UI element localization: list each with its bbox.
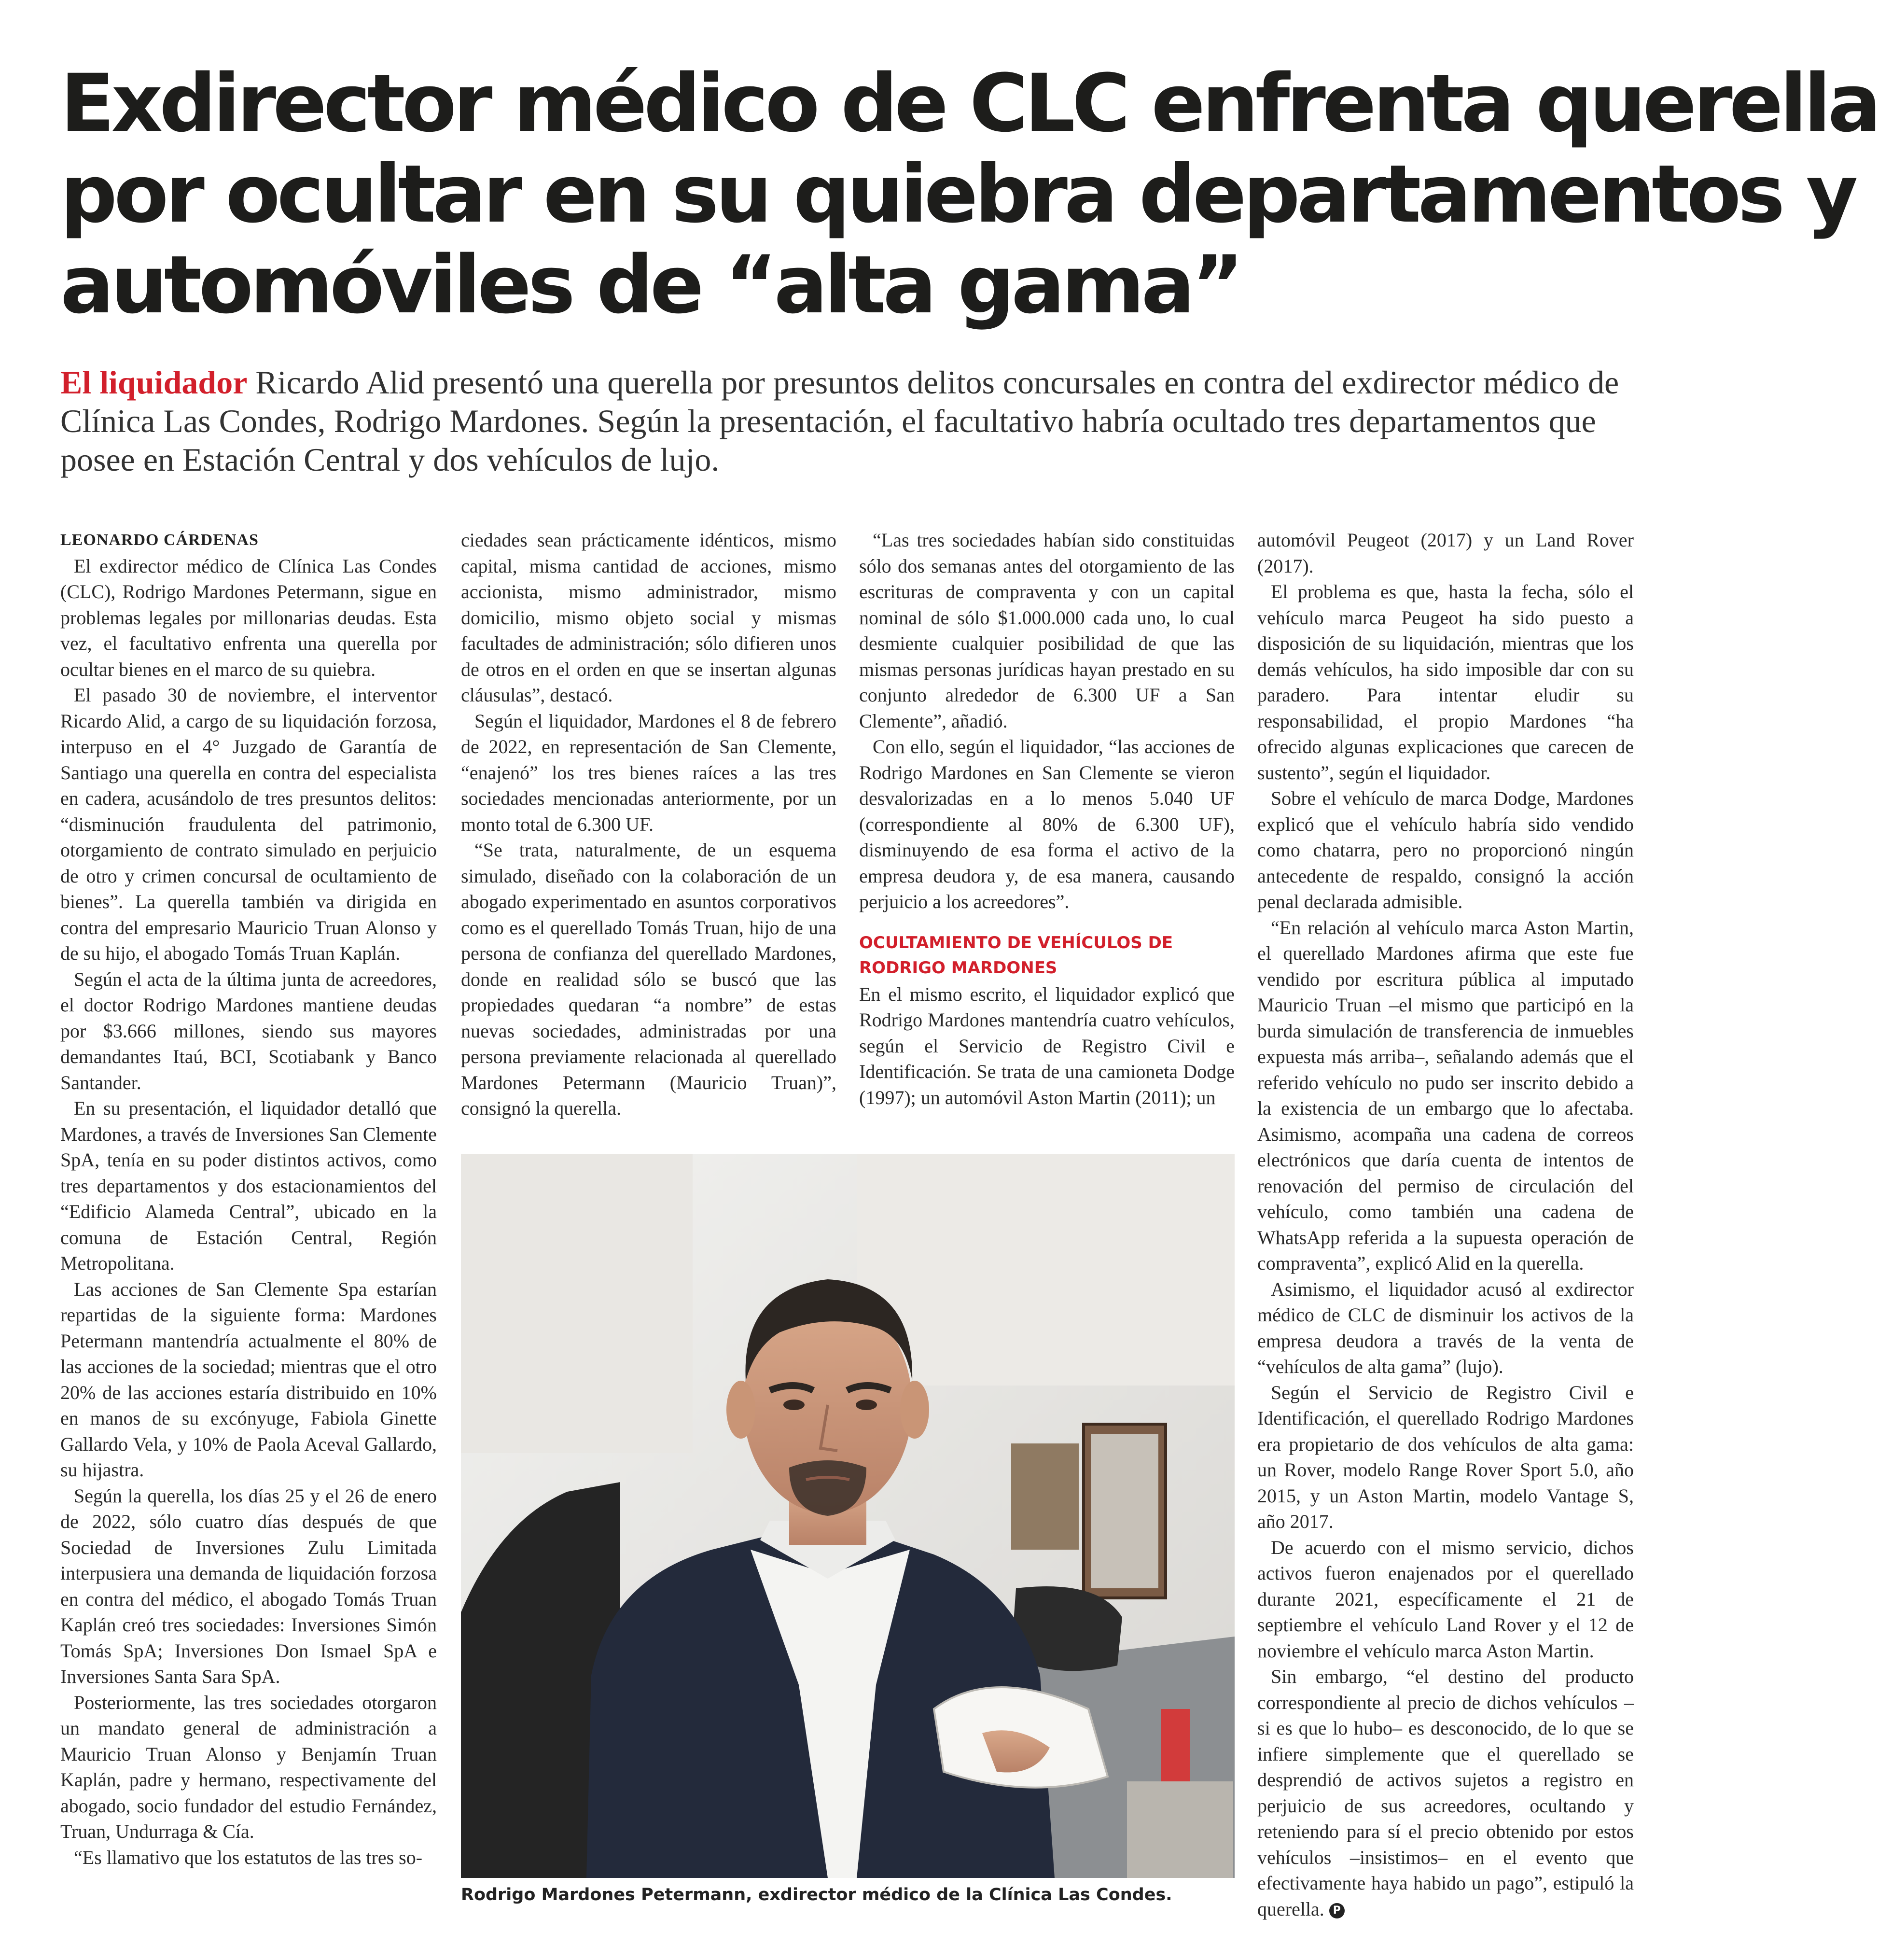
paragraph: Según la querella, los días 25 y el 26 de enero de 2022, sólo cuatro días después de que Sociedad de Inversiones Zulu Limitada interpusiera una demanda de liquidación forzosa en contra del médico, el abogado Tomás Truan Kaplán creó tres sociedades: Inversiones Simón Tomás SpA; Inversiones Don Ismael SpA e Inversiones Santa Sara SpA.	[60, 1484, 437, 1687]
paragraph: “En relación al vehículo marca Aston Martin, el querellado Mardones afirma que este fue vendido por escritura pública al imputado Mauricio Truan –el mismo que participó en la burda simulación de transferencia de inmuebles expuesta más arriba–, señalando además que el referido vehículo no pudo ser inscrito debido a la existencia de un embargo que lo afectaba. Asimismo, acompaña una cadena de correos electrónicos que daría cuenta de intentos de renovación del permiso de circulación del vehículo, como también una cadena de WhatsApp referida a la supuesta operación de compraventa”, explicó Alid en la querella.	[1257, 916, 1634, 1274]
byline: LEONARDO CÁRDENAS	[60, 531, 259, 549]
headline-line-2: por ocultar en su quiebra departamentos y	[60, 148, 1855, 240]
paragraph: “Se trata, naturalmente, de un esquema simulado, diseñado con la colaboración de un abogado experimentado en asuntos corporativos como es el querellado Tomás Truan, hijo de una persona de confianza del querellado Mardones, donde en realidad sólo se buscó que las propiedades quedaran “a nombre” de estas nuevas sociedades, administradas por una persona previamente relacionada al querellado Mardones Petermann (Mauricio Truan)”, consignó la querella.	[461, 839, 836, 1119]
paragraph: “Las tres sociedades habían sido constituidas sólo dos semanas antes del otorgamiento de las escrituras de compraventa y con un capital nominal de sólo $1.000.000 cada uno, lo cual desmiente cualquier posibilidad de que las mismas personas jurídicas hayan prestado en su conjunto alrededor de 6.300 UF a San Clemente”, añadió.	[859, 529, 1235, 732]
headline-line-1: Exdirector médico de CLC enfrenta querella	[60, 57, 1878, 150]
section-subhead: OCULTAMIENTO DE VEHÍCULOS DE RODRIGO MARDONES	[859, 933, 1173, 978]
end-mark-icon: P	[1329, 1903, 1345, 1918]
headline-line-3: automóviles de “alta gama”	[60, 238, 1241, 331]
photo-caption: Rodrigo Mardones Petermann, exdirector médico de la Clínica Las Condes.	[461, 1885, 1172, 1904]
dek-lead: El liquidador	[60, 364, 248, 401]
paragraph: Según el Servicio de Registro Civil e Identificación, el querellado Rodrigo Mardones era propietario de dos vehículos de alta gama: un Rover, modelo Range Rover Sport 5.0, año 2015, y un Aston Martin, modelo Vantage S, año 2017.	[1257, 1381, 1634, 1532]
paragraph: automóvil Peugeot (2017) y un Land Rover (2017).	[1257, 529, 1634, 577]
headline	[60, 57, 1878, 331]
paragraph: El pasado 30 de noviembre, el interventor Ricardo Alid, a cargo de su liquidación forzosa, interpuso en el 4° Juzgado de Garantía de Santiago una querella en contra del especialista en cadera, acusándolo de tres presuntos delitos: “disminución fraudulenta del patrimonio, otorgamiento de contrato simulado en perjuicio de otro y crimen concursal de ocultamiento de bienes”. La querella también va dirigida en contra del empresario Mauricio Truan Alonso y de su hijo, el abogado Tomás Truan Kaplán.	[60, 684, 437, 964]
paragraph: En el mismo escrito, el liquidador explicó que Rodrigo Mardones mantendría cuatro vehículos, según el Servicio de Registro Civil e Identificación. Se trata de una camioneta Dodge (1997); un automóvil Aston Martin (2011); un	[859, 983, 1235, 1108]
column-2	[461, 527, 836, 1121]
paragraph: El problema es que, hasta la fecha, sólo el vehículo marca Peugeot ha sido puesto a disposición de su liquidación, mientras que los demás vehículos, ha sido imposible dar con su paradero. Para intentar eludir su responsabilidad, el propio Mardones “ha ofrecido algunas explicaciones que carecen de sustento”, según el liquidador.	[1257, 581, 1634, 784]
paragraph: Posteriormente, las tres sociedades otorgaron un mandato general de administración a Mauricio Truan Alonso y Benjamín Truan Kaplán, padre y hermano, respectivamente del abogado, socio fundador del estudio Fernández, Truan, Undurraga & Cía.	[60, 1691, 437, 1842]
paragraph: Las acciones de San Clemente Spa estarían repartidas de la siguiente forma: Mardones Petermann mantendría actualmente el 80% de las acciones de la sociedad; mientras que el otro 20% de las acciones estaría distribuido en 10% en manos de su excónyuge, Fabiola Ginette Gallardo Vela, y 10% de Paola Aceval Gallardo, su hijastra.	[60, 1278, 437, 1481]
dek-text: Ricardo Alid presentó una querella por presuntos delitos concursales en contra del exdirector médico de Clínica Las Condes, Rodrigo Mardones. Según la presentación, el facultativo habría ocultado tres departamentos que posee en Estación Central y dos vehículos de lujo.	[60, 364, 1619, 478]
paragraph: En su presentación, el liquidador detalló que Mardones, a través de Inversiones San Clemente SpA, tenía en su poder distintos activos, como tres departamentos y dos estacionamientos del “Edificio Alameda Central”, ubicado en la comuna de Estación Central, Región Metropolitana.	[60, 1097, 437, 1274]
portrait-photo	[461, 1154, 1235, 1878]
paragraph-text: Sin embargo, “el destino del producto correspondiente al precio de dichos vehículos –si es que lo hubo– es desconocido, de lo que se infiere simplemente que el querellado se desprendió de activos sujetos a registro en perjuicio de sus acreedores, ocultando y reteniendo para sí el precio obtenido por estos vehículos –insistimos– en el evento que efectivamente haya habido un pago”, estipuló la querella.	[1257, 1666, 1634, 1920]
column-4	[1257, 527, 1634, 1922]
paragraph: Asimismo, el liquidador acusó al exdirector médico de CLC de disminuir los activos de la empresa deudora a través de la venta de “vehículos de alta gama” (lujo).	[1257, 1278, 1634, 1377]
paragraph: Según el acta de la última junta de acreedores, el doctor Rodrigo Mardones mantiene deudas por $3.666 millones, siendo sus mayores demandantes Itaú, BCI, Scotiabank y Banco Santander.	[60, 968, 437, 1093]
paragraph: “Es llamativo que los estatutos de las tres so-	[74, 1846, 423, 1868]
column-3	[859, 527, 1235, 1110]
portrait-illustration	[461, 1154, 1235, 1878]
paragraph	[1257, 1664, 1634, 1922]
paragraph: Con ello, según el liquidador, “las acciones de Rodrigo Mardones en San Clemente se vieron desvalorizadas en a lo menos 5.040 UF (correspondiente al 80% de 6.300 UF), disminuyendo de esa forma el activo de la empresa deudora y, de esa manera, causando perjuicio a los acreedores”.	[859, 736, 1235, 912]
column-1	[60, 527, 437, 1870]
dek	[60, 363, 1643, 479]
paragraph: Sobre el vehículo de marca Dodge, Mardones explicó que el vehículo habría sido vendido como chatarra, pero no proporcionó ningún antecedente de respaldo, consignó la acción penal declarada admisible.	[1257, 787, 1634, 912]
paragraph: ciedades sean prácticamente idénticos, mismo capital, misma cantidad de acciones, mismo accionista, mismo administrador, mismo domicilio, mismo objeto social y mismas facultades de administración; sólo difieren unos de otros en el orden en que se insertan algunas cláusulas”, destacó.	[461, 529, 836, 706]
paragraph: Según el liquidador, Mardones el 8 de febrero de 2022, en representación de San Clemente, “enajenó” los tres bienes raíces a las tres sociedades mencionadas anteriormente, por un monto total de 6.300 UF.	[461, 710, 836, 835]
paragraph: El exdirector médico de Clínica Las Condes (CLC), Rodrigo Mardones Petermann, sigue en problemas legales por millonarias deudas. Esta vez, el facultativo enfrenta una querella por ocultar bienes en el marco de su quiebra.	[60, 555, 437, 680]
paragraph: De acuerdo con el mismo servicio, dichos activos fueron enajenados por el querellado durante 2021, específicamente el 21 de septiembre el vehículo Land Rover y el 12 de noviembre el vehículo marca Aston Martin.	[1257, 1536, 1634, 1662]
